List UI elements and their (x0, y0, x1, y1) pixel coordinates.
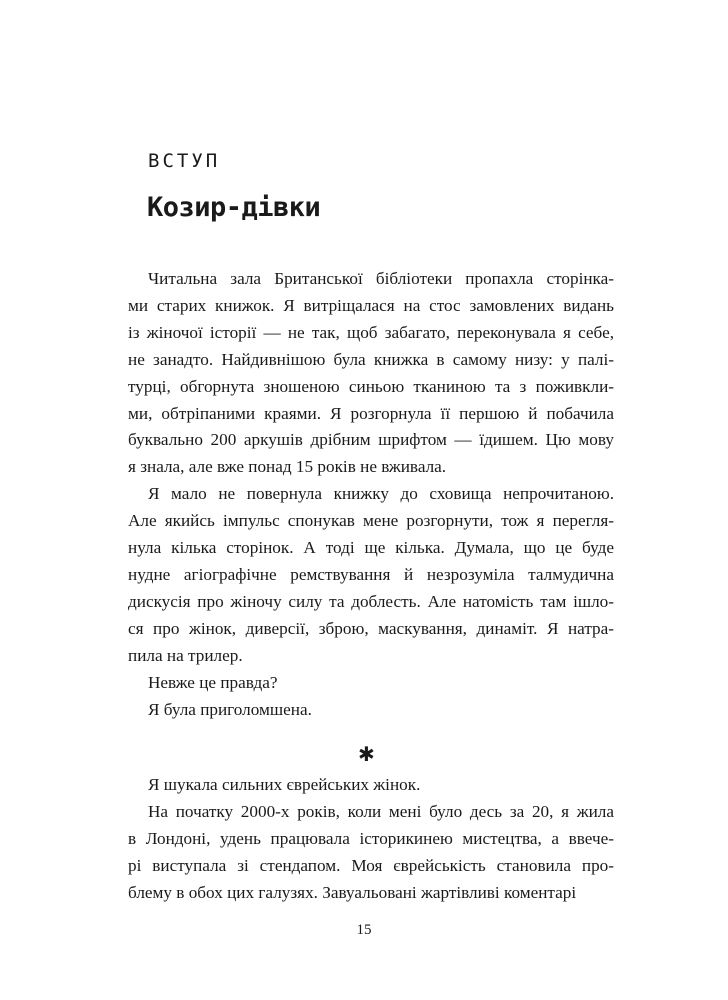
chapter-label: ВСТУП (148, 150, 221, 172)
text-line: турці, обгорнута зношеною синьою тканиною та з поживкли- (128, 376, 614, 396)
chapter-title: Козир-дівки (147, 192, 321, 223)
text-block-1 (128, 266, 614, 723)
paragraph (128, 799, 614, 907)
text-line: ми старих книжок. Я витріщалася на стос замовлених видань (128, 295, 614, 315)
text-line: нула кілька сторінок. А тоді ще кілька. Думала, що це буде (128, 538, 614, 558)
text-line: На початку 2000-х років, коли мені було десь за 20, я жила (148, 801, 614, 821)
text-line: в Лондоні, удень працювала історикинею мистецтва, а ввече- (128, 828, 614, 848)
text-line: ся про жінок, диверсії, зброю, маскування, динаміт. Я натра- (128, 618, 614, 638)
text-line: ми, обтріпаними краями. Я розгорнула її першою й побачила (128, 403, 614, 423)
text-line: блему в обох цих галузях. Завуальовані жартівливі коментарі (128, 882, 577, 902)
text-line: Невже це правда? (148, 672, 278, 692)
text-line: Я шукала сильних єврейських жінок. (148, 775, 421, 794)
text-line: Але якийсь імпульс спонукав мене розгорнути, тож я перегля- (128, 511, 614, 531)
text-line: нудне агіографічне ремствування й незрозуміла талмудична (128, 564, 614, 584)
text-line: я знала, але вже понад 15 років не вживала. (128, 457, 447, 477)
text-line: Я мало не повернула книжку до сховища непрочитаною. (148, 484, 614, 504)
text-line: дискусія про жіночу силу та доблесть. Але натомість там ішло- (128, 591, 614, 611)
paragraph (128, 481, 614, 669)
text-line: Я була приголомшена. (148, 699, 312, 719)
text-line: буквально 200 аркушів дрібним шрифтом — їдишем. Цю мову (128, 430, 614, 450)
text-line: Читальна зала Британської бібліотеки пропахла сторінка- (148, 269, 614, 288)
text-block-2 (128, 772, 614, 907)
page-number: 15 (356, 922, 372, 938)
paragraph (128, 697, 614, 724)
text-line: із жіночої історії — не так, щоб забагато, переконувала я себе, (128, 322, 614, 342)
paragraph (128, 670, 614, 697)
paragraph (128, 772, 614, 799)
text-line: не занадто. Найдивнішою була книжка в самому низу: у палі- (128, 349, 614, 369)
asterism-divider: ✱ (358, 742, 375, 766)
paragraph (128, 266, 614, 481)
text-line: рі виступала зі стендапом. Моя єврейськість становила про- (128, 855, 614, 875)
text-line: пила на трилер. (128, 645, 243, 665)
